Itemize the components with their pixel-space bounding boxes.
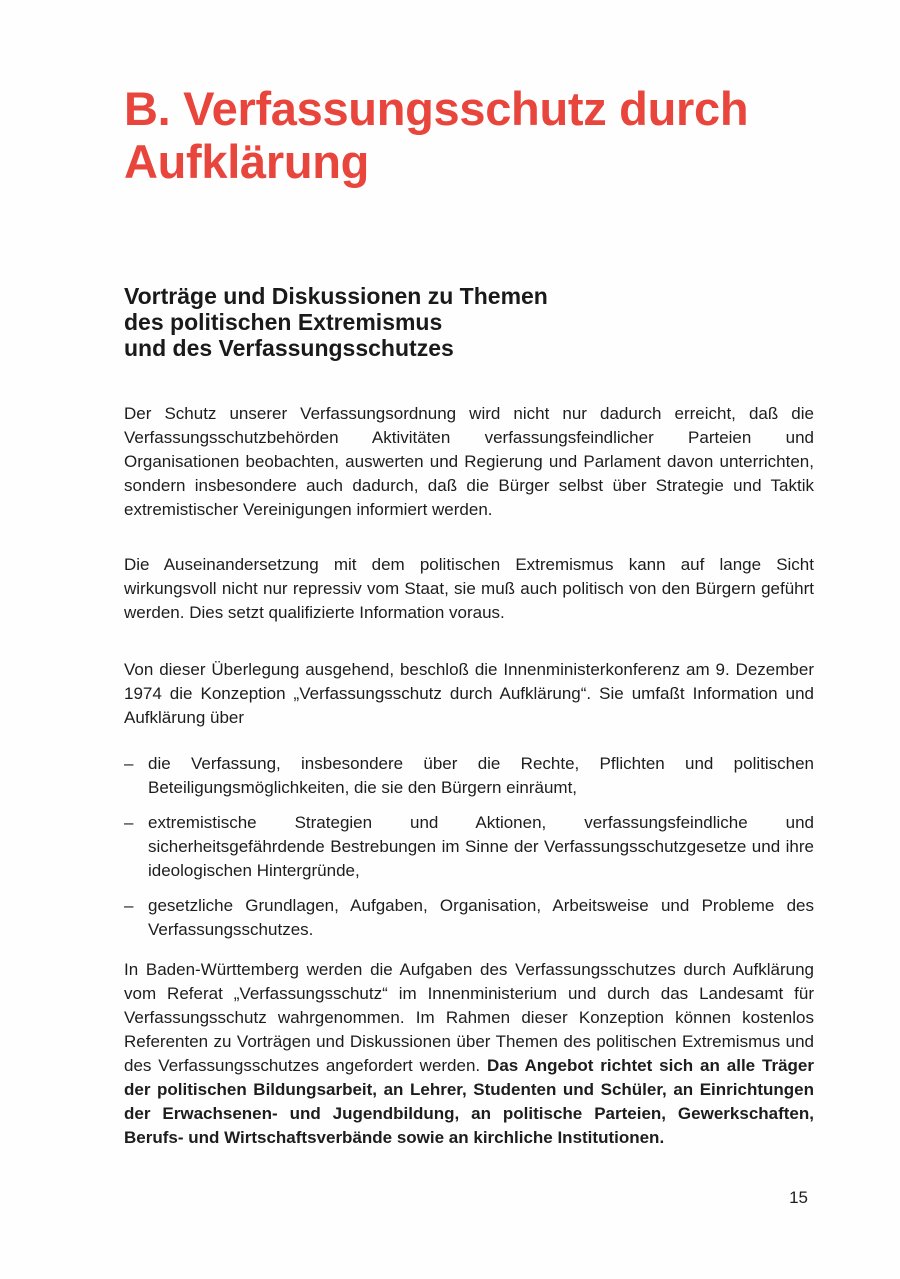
- list-dash: –: [124, 754, 134, 773]
- list-item-text: gesetzliche Grundlagen, Aufgaben, Organisation, Arbeitsweise und Probleme des Verfassungsschutzes.: [148, 896, 814, 939]
- paragraph-4-bold-text: Das Angebot richtet sich an alle Träger der politischen Bildungsarbeit, an Lehrer, Studenten und Schüler, an Einrichtungen der Erwachsenen- und Jugendbildung, an politische Parteien, Gewerkschaften, Berufs- und Wirtschaftsverbände sowie an kirchliche Institutionen.: [124, 1056, 814, 1147]
- list-item-text: die Verfassung, insbesondere über die Rechte, Pflichten und politischen Beteiligungsmöglichkeiten, die sie den Bürgern einräumt,: [148, 754, 814, 797]
- list-dash: –: [124, 896, 134, 915]
- topic-list: [124, 752, 814, 953]
- page-number: 15: [789, 1188, 808, 1207]
- paragraph-4: [124, 958, 814, 1150]
- list-item-text: extremistische Strategien und Aktionen, verfassungsfeindliche und sicherheitsgefährdende Bestrebungen im Sinne der Verfassungsschutzgesetze und ihre ideologischen Hintergründe,: [148, 813, 814, 880]
- section-heading: [124, 283, 764, 361]
- paragraph-2: Die Auseinandersetzung mit dem politischen Extremismus kann auf lange Sicht wirkungsvoll nicht nur repressiv vom Staat, sie muß auch politisch von den Bürgern geführt werden. Dies setzt qualifizierte Information voraus.: [124, 555, 814, 622]
- section-heading-line-3: und des Verfassungsschutzes: [124, 335, 454, 361]
- paragraph-3: Von dieser Überlegung ausgehend, beschloß die Innenministerkonferenz am 9. Dezember 1974 die Konzeption „Verfassungsschutz durch Aufklärung“. Sie umfaßt Information und Aufklärung über: [124, 660, 814, 727]
- section-heading-line-2: des politischen Extremismus: [124, 309, 443, 335]
- chapter-title-line-2: Aufklärung: [124, 135, 370, 188]
- paragraph-4-text: In Baden-Württemberg werden die Aufgaben des Verfassungsschutzes durch Aufklärung vom Referat „Verfassungsschutz“ im Innenministerium und durch das Landesamt für Verfassungsschutz wahrgenommen. Im Rahmen dieser Konzeption können kostenlos Referenten zu Vorträgen und Diskussionen über Themen des politischen Extremismus und des Verfassungsschutzes angefordert werden.: [124, 960, 814, 1075]
- list-item: [124, 752, 814, 800]
- chapter-title-line-1: B. Verfassungsschutz durch: [124, 82, 749, 135]
- chapter-title: [124, 82, 824, 188]
- list-dash: –: [124, 813, 134, 832]
- section-heading-line-1: Vorträge und Diskussionen zu Themen: [124, 283, 548, 309]
- paragraph-1: Der Schutz unserer Verfassungsordnung wird nicht nur dadurch erreicht, daß die Verfassungsschutzbehörden Aktivitäten verfassungsfeindlicher Parteien und Organisationen beobachten, auswerten und Regierung und Parlament davon unterrichten, sondern insbesondere auch dadurch, daß die Bürger selbst über Strategie und Taktik extremistischer Vereinigungen informiert werden.: [124, 404, 814, 519]
- list-item: [124, 811, 814, 883]
- list-item: [124, 894, 814, 942]
